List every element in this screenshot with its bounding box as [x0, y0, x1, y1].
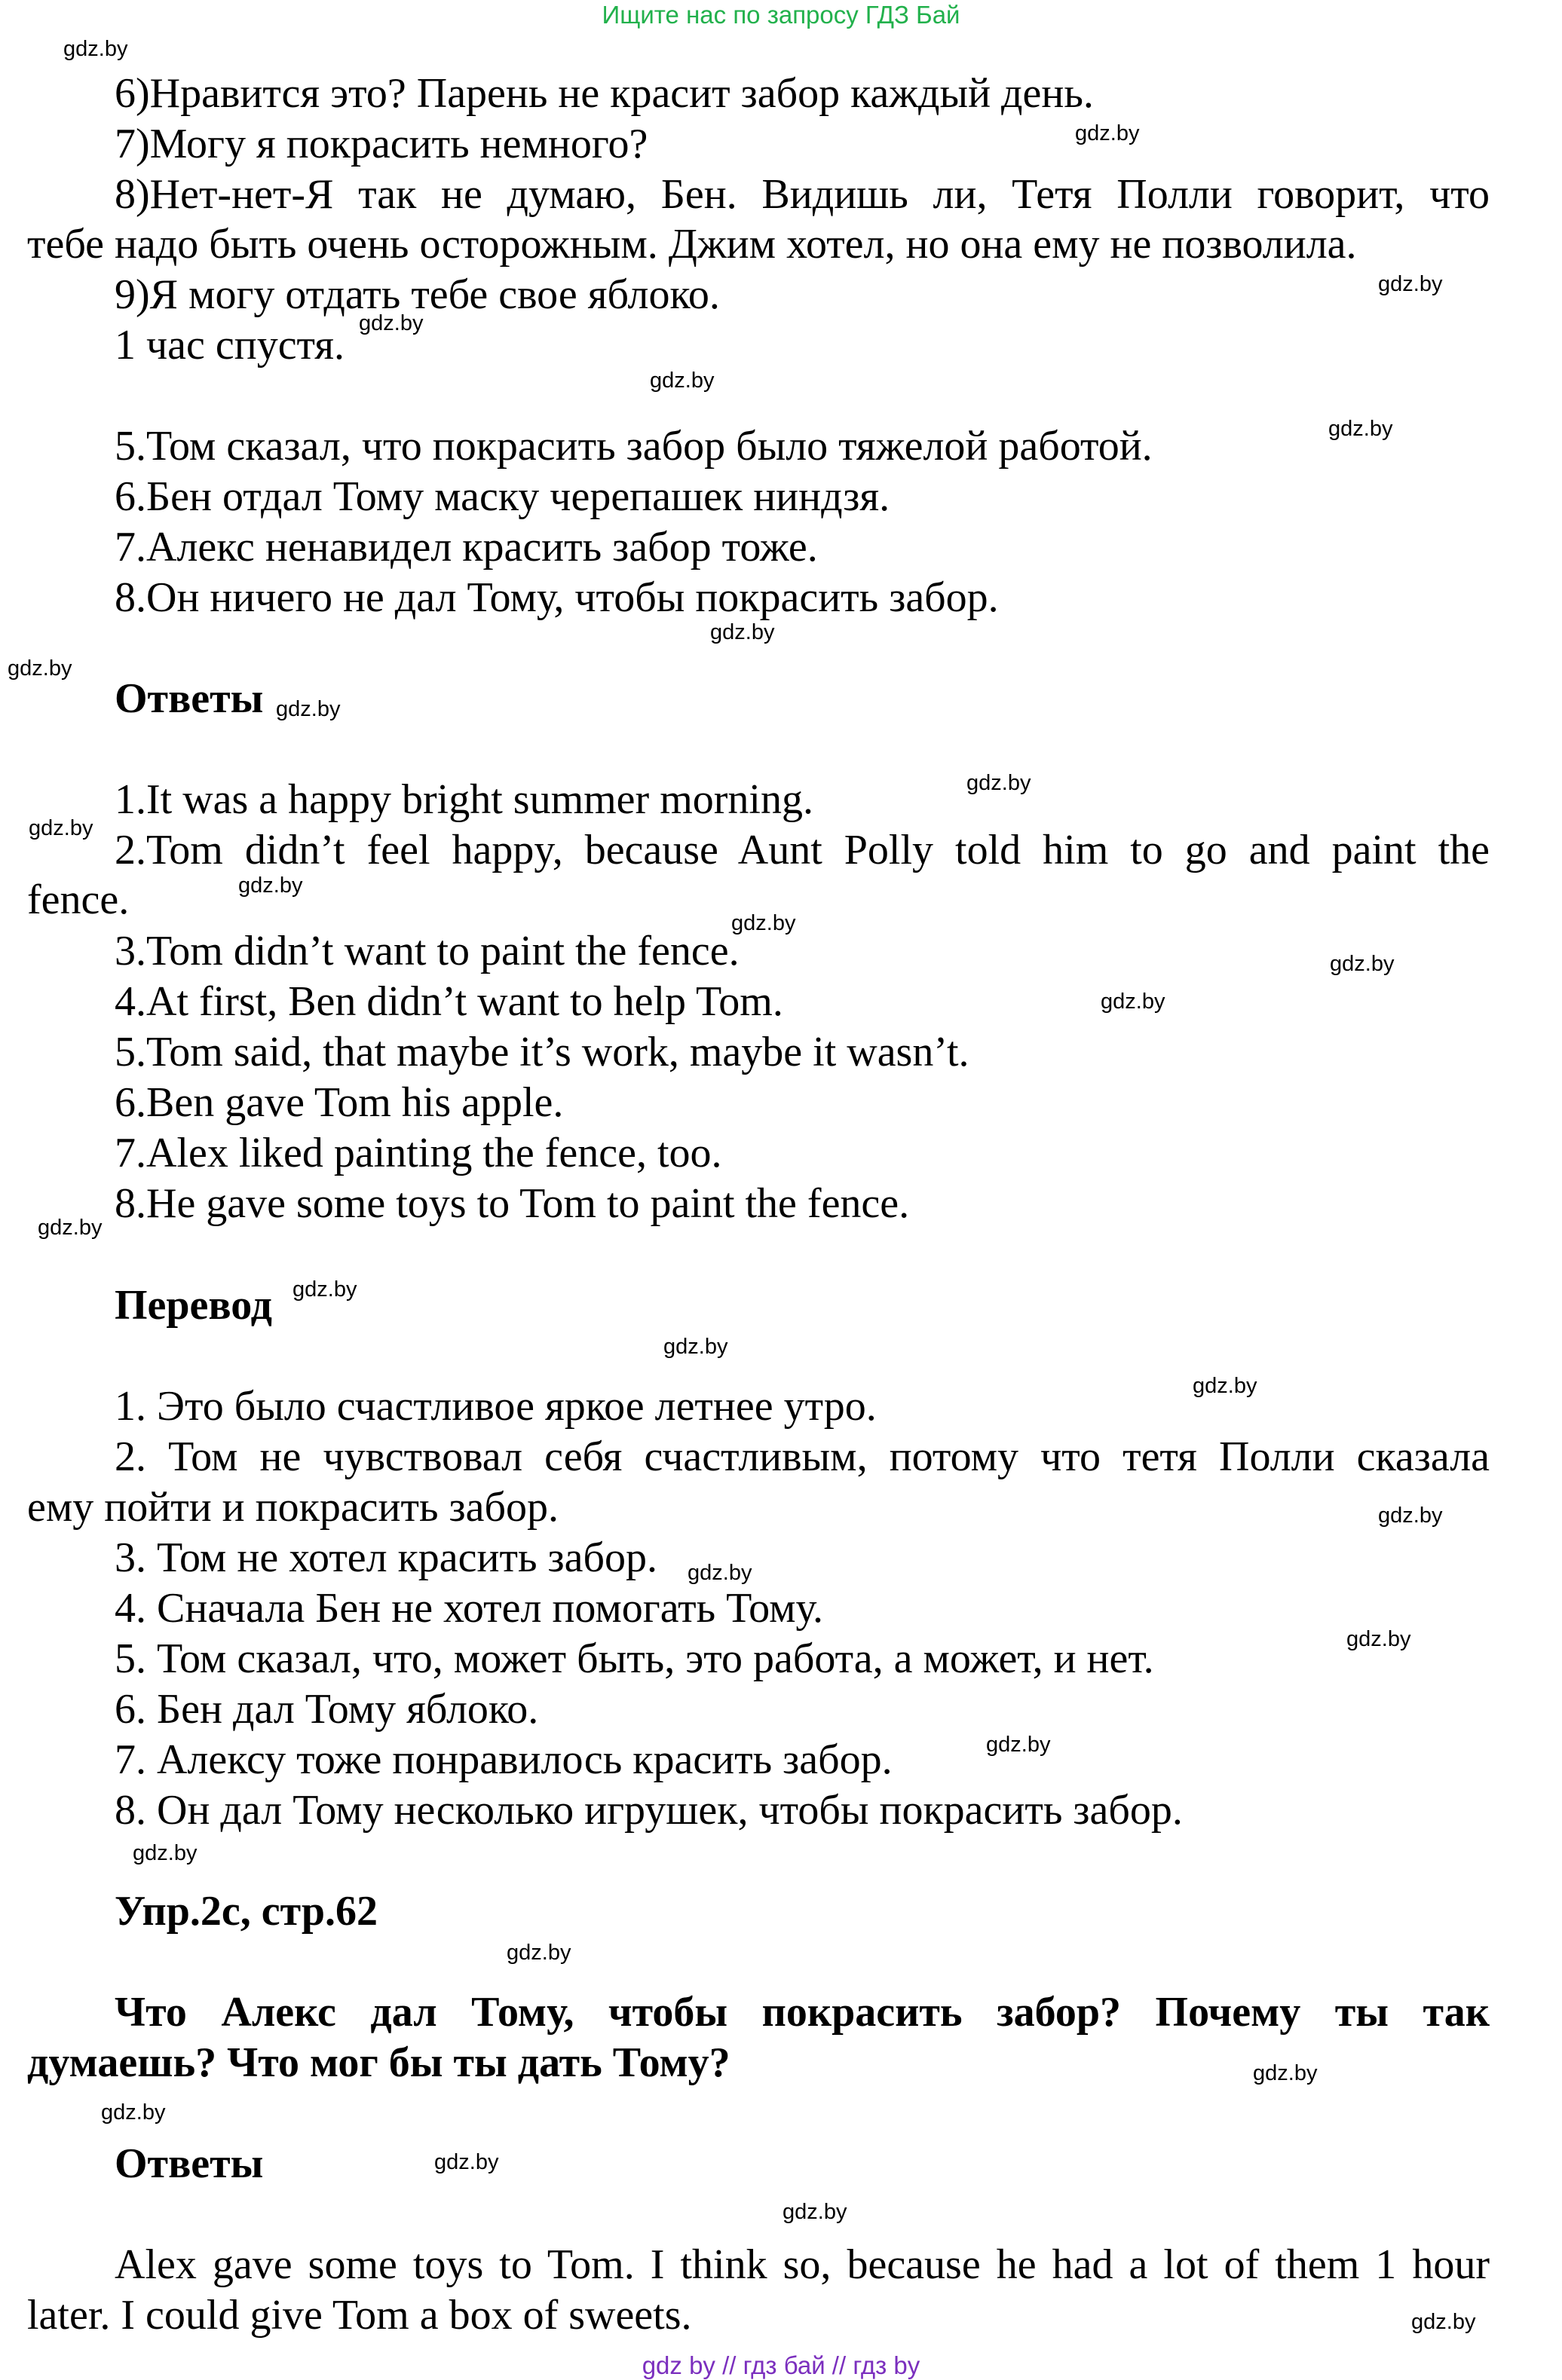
watermark: gdz.by — [507, 1941, 571, 1965]
header-banner[interactable]: Ищите нас по запросу ГДЗ Бай — [602, 1, 960, 29]
answer-line: 6.Ben gave Tom his apple. — [115, 1079, 564, 1126]
statement-line: 5.Том сказал, что покрасить забор было тяжелой работой. — [115, 423, 1153, 470]
watermark: gdz.by — [1346, 1627, 1411, 1651]
watermark: gdz.by — [1330, 952, 1395, 976]
watermark: gdz.by — [292, 1277, 357, 1302]
exercise-title: Упр.2с, стр.62 — [115, 1888, 378, 1935]
answer-line: 4.At first, Ben didn’t want to help Tom. — [115, 978, 783, 1025]
answer-line: 1.It was a happy bright summer morning. — [115, 776, 813, 823]
watermark: gdz.by — [29, 816, 93, 840]
watermark: gdz.by — [63, 37, 128, 61]
exercise-question-line: думаешь? Что мог бы ты дать Тому? — [27, 2039, 730, 2086]
watermark: gdz.by — [434, 2150, 499, 2174]
watermark: gdz.by — [986, 1733, 1051, 1757]
answer-line: fence. — [27, 876, 130, 923]
watermark: gdz.by — [1075, 121, 1140, 145]
watermark: gdz.by — [359, 311, 424, 335]
watermark: gdz.by — [710, 620, 775, 644]
statement-line: 6.Бен отдал Тому маску черепашек ниндзя. — [115, 473, 890, 520]
answer-line: 5.Tom said, that maybe it’s work, maybe it wasn’t. — [115, 1029, 969, 1075]
watermark: gdz.by — [1378, 1504, 1443, 1528]
answer-paragraph-line: later. I could give Tom a box of sweets. — [27, 2292, 692, 2339]
answers-heading: Ответы — [115, 2140, 264, 2187]
watermark: gdz.by — [1193, 1374, 1257, 1398]
answers-heading: Ответы — [115, 675, 264, 722]
watermark: gdz.by — [38, 1216, 103, 1240]
dialogue-line: 7)Могу я покрасить немного? — [115, 121, 648, 167]
watermark: gdz.by — [1253, 2061, 1318, 2085]
translation-line: ему пойти и покрасить забор. — [27, 1484, 559, 1531]
watermark: gdz.by — [1328, 417, 1393, 441]
watermark: gdz.by — [133, 1841, 198, 1865]
watermark: gdz.by — [101, 2100, 166, 2125]
translation-line: 8. Он дал Тому несколько игрушек, чтобы покрасить забор. — [115, 1787, 1183, 1834]
translation-line: 2. Том не чувствовал себя счастливым, потому что тетя Полли сказала — [115, 1433, 1490, 1480]
answer-line: 7.Alex liked painting the fence, too. — [115, 1130, 722, 1176]
statement-line: 7.Алекс ненавидел красить забор тоже. — [115, 524, 818, 571]
watermark: gdz.by — [276, 697, 341, 721]
watermark: gdz.by — [1411, 2310, 1476, 2334]
translation-line: 5. Том сказал, что, может быть, это работа, а может, и нет. — [115, 1635, 1154, 1682]
watermark: gdz.by — [1101, 990, 1165, 1014]
watermark: gdz.by — [731, 911, 796, 935]
translation-line: 3. Том не хотел красить забор. — [115, 1534, 657, 1581]
watermark: gdz.by — [1378, 272, 1443, 296]
answer-paragraph-line: Alex gave some toys to Tom. I think so, because he had a lot of them 1 hour — [115, 2241, 1490, 2288]
watermark: gdz.by — [650, 369, 715, 393]
dialogue-line: 9)Я могу отдать тебе свое яблоко. — [115, 271, 720, 318]
dialogue-line: 6)Нравится это? Парень не красит забор каждый день. — [115, 70, 1094, 117]
watermark: gdz.by — [238, 873, 303, 898]
translation-line: 1. Это было счастливое яркое летнее утро. — [115, 1383, 877, 1430]
translation-heading: Перевод — [115, 1282, 272, 1329]
watermark: gdz.by — [966, 771, 1031, 795]
translation-line: 6. Бен дал Тому яблоко. — [115, 1686, 539, 1733]
footer-banner[interactable]: gdz by // гдз бай // гдз by — [642, 2351, 920, 2379]
watermark: gdz.by — [8, 656, 72, 681]
translation-line: 4. Сначала Бен не хотел помогать Тому. — [115, 1585, 823, 1632]
statement-line: 8.Он ничего не дал Тому, чтобы покрасить забор. — [115, 574, 999, 621]
answer-line: 8.He gave some toys to Tom to paint the fence. — [115, 1180, 910, 1227]
answer-line: 3.Tom didn’t want to paint the fence. — [115, 928, 740, 974]
dialogue-line: 1 час спустя. — [115, 322, 345, 369]
dialogue-line: тебе надо быть очень осторожным. Джим хотел, но она ему не позволила. — [27, 221, 1357, 268]
watermark: gdz.by — [783, 2200, 847, 2224]
answer-line: 2.Tom didn’t feel happy, because Aunt Polly told him to go and paint the — [115, 827, 1490, 873]
watermark: gdz.by — [688, 1561, 752, 1585]
dialogue-line: 8)Нет-нет-Я так не думаю, Бен. Видишь ли, Тетя Полли говорит, что — [115, 171, 1490, 218]
translation-line: 7. Алексу тоже понравилось красить забор. — [115, 1736, 893, 1783]
watermark: gdz.by — [663, 1335, 728, 1359]
exercise-question-line: Что Алекс дал Тому, чтобы покрасить забор? Почему ты так — [115, 1989, 1490, 2036]
